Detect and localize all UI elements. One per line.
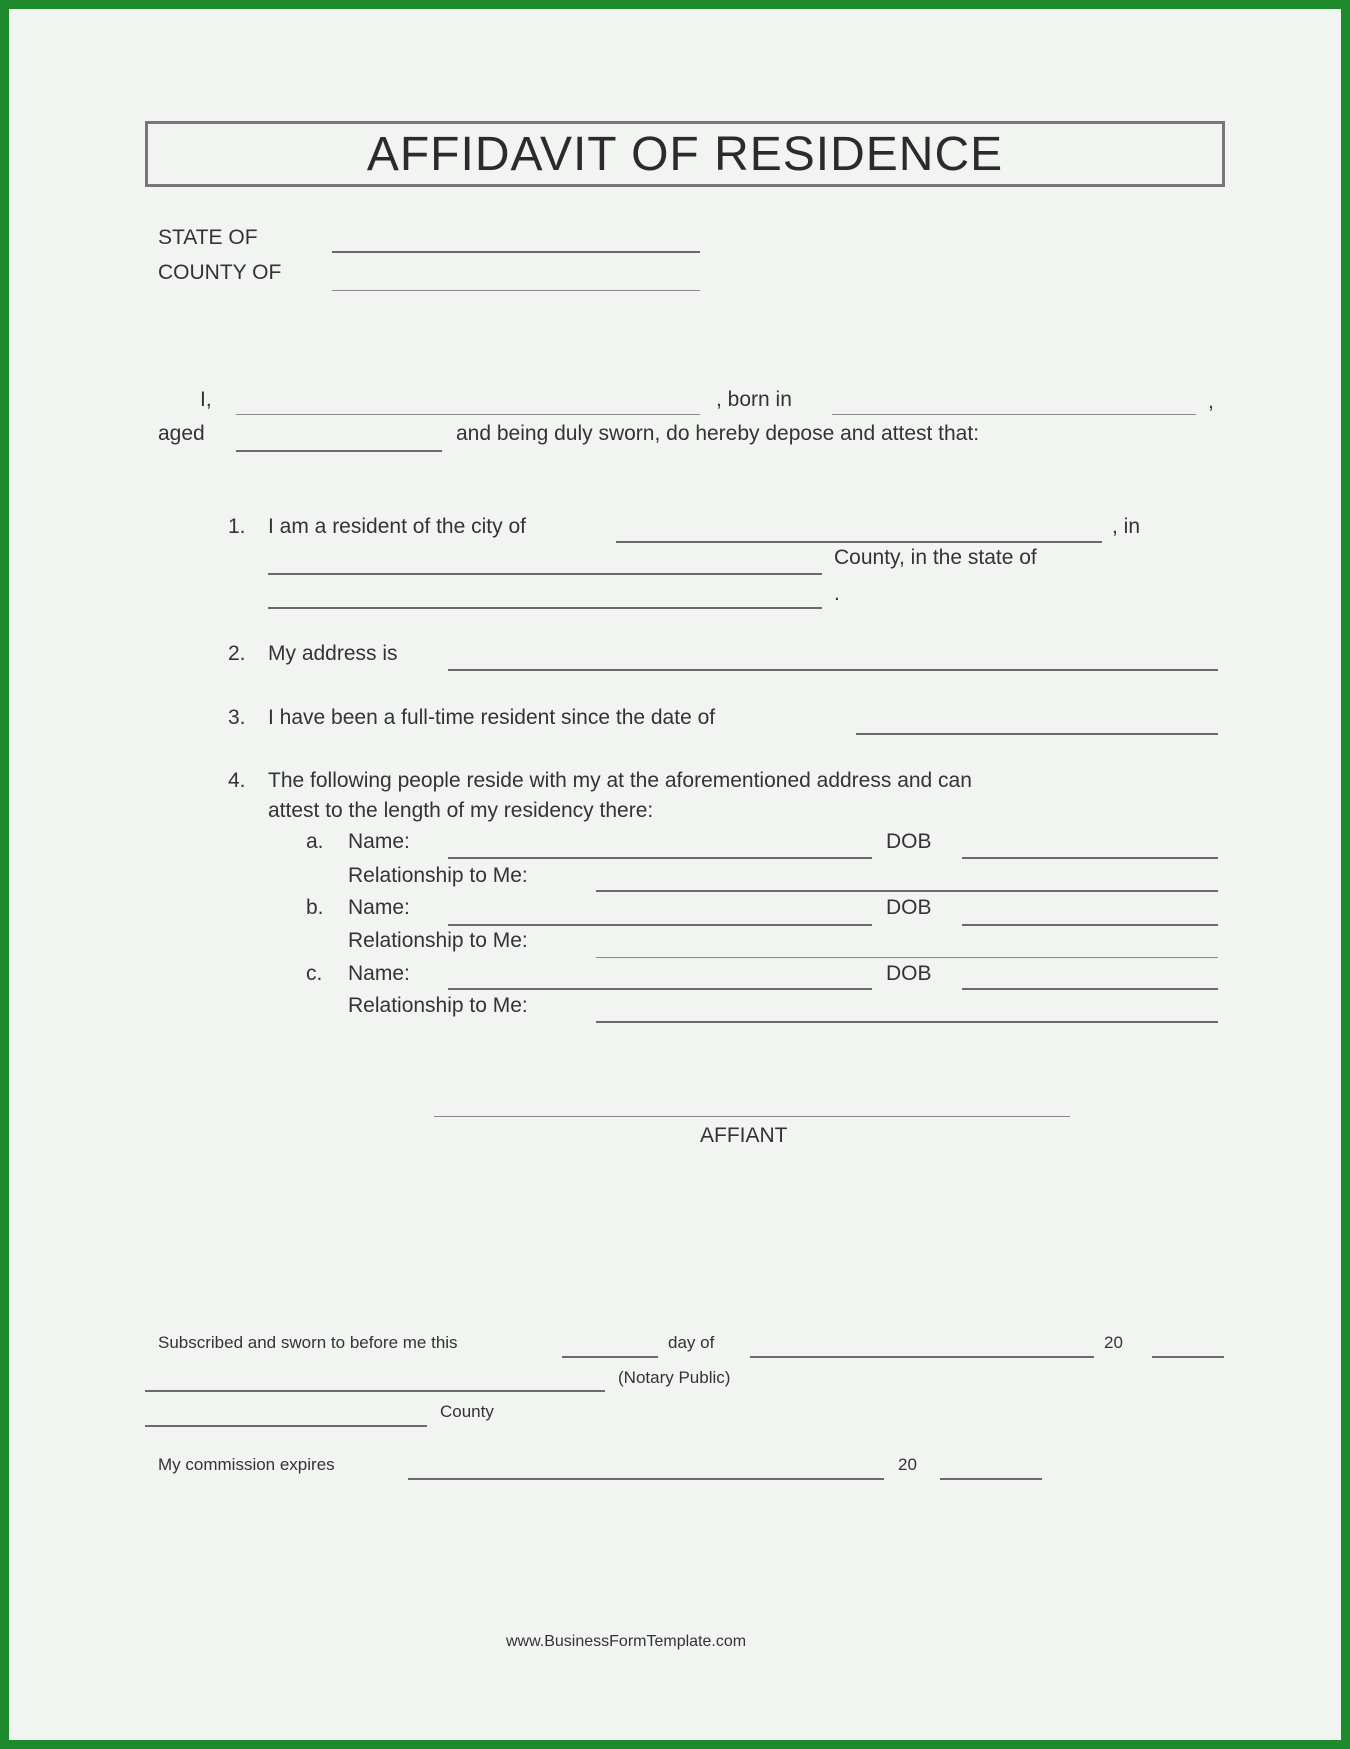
resident-c-dob-field[interactable] <box>962 988 1218 990</box>
intro-sworn: and being duly sworn, do hereby depose and attest that: <box>456 422 980 445</box>
commission-date-field[interactable] <box>408 1478 884 1480</box>
affiant-name-field[interactable] <box>236 414 700 415</box>
resident-c-rel-field[interactable] <box>596 1021 1218 1023</box>
county-label-notary: County <box>440 1402 494 1421</box>
item-1-number: 1. <box>228 515 246 538</box>
resident-a-letter: a. <box>306 830 324 853</box>
age-field[interactable] <box>236 450 442 452</box>
item-3-number: 3. <box>228 706 246 729</box>
commission-text: My commission expires <box>158 1455 335 1474</box>
resident-c-letter: c. <box>306 962 323 985</box>
title-box <box>145 121 1225 187</box>
resident-b-name-label: Name: <box>348 896 410 919</box>
county-label: COUNTY OF <box>158 261 282 284</box>
notary-public-label: (Notary Public) <box>618 1368 731 1387</box>
subscribed-text: Subscribed and sworn to before me this <box>158 1333 458 1352</box>
resident-a-name-field[interactable] <box>448 857 872 859</box>
item-4-number: 4. <box>228 769 246 792</box>
intro-aged: aged <box>158 422 205 445</box>
state-name-field[interactable] <box>268 607 822 609</box>
resident-a-dob-label: DOB <box>886 830 932 853</box>
item-2-text: My address is <box>268 642 398 665</box>
month-field[interactable] <box>750 1356 1094 1358</box>
resident-a-rel-field[interactable] <box>596 890 1218 892</box>
resident-b-rel-label: Relationship to Me: <box>348 929 528 952</box>
document-title: AFFIDAVIT OF RESIDENCE <box>366 127 1004 181</box>
resident-b-dob-label: DOB <box>886 896 932 919</box>
resident-a-name-label: Name: <box>348 830 410 853</box>
item-2-number: 2. <box>228 642 246 665</box>
commission-year-field[interactable] <box>940 1478 1042 1480</box>
state-label: STATE OF <box>158 226 258 249</box>
day-field[interactable] <box>562 1356 658 1358</box>
intro-i: I, <box>200 388 212 411</box>
resident-a-dob-field[interactable] <box>962 857 1218 859</box>
resident-b-name-field[interactable] <box>448 924 872 926</box>
resident-c-name-field[interactable] <box>448 988 872 990</box>
notary-county-field[interactable] <box>145 1425 427 1427</box>
resident-c-dob-label: DOB <box>886 962 932 985</box>
intro-born-in: , born in <box>716 388 792 411</box>
birthplace-field[interactable] <box>832 414 1196 415</box>
item-3-text: I have been a full-time resident since the date of <box>268 706 716 729</box>
item-1-period: . <box>834 582 840 605</box>
resident-a-rel-label: Relationship to Me: <box>348 864 528 887</box>
affiant-label: AFFIANT <box>700 1124 788 1147</box>
day-of-text: day of <box>668 1333 715 1352</box>
city-field[interactable] <box>616 541 1102 543</box>
intro-comma: , <box>1208 390 1214 413</box>
year-field[interactable] <box>1152 1356 1224 1358</box>
notary-signature-field[interactable] <box>145 1390 605 1392</box>
resident-c-rel-label: Relationship to Me: <box>348 994 528 1017</box>
year-prefix: 20 <box>1104 1333 1123 1352</box>
resident-c-name-label: Name: <box>348 962 410 985</box>
item-4-line1: The following people reside with my at the aforementioned address and can <box>268 769 972 792</box>
state-field[interactable] <box>332 251 700 253</box>
county-field[interactable] <box>332 290 700 291</box>
footer-website[interactable]: www.BusinessFormTemplate.com <box>506 1633 747 1650</box>
resident-b-dob-field[interactable] <box>962 924 1218 926</box>
resident-since-field[interactable] <box>856 733 1218 735</box>
address-field[interactable] <box>448 669 1218 671</box>
item-1-text: I am a resident of the city of <box>268 515 526 538</box>
item-1-county-state: County, in the state of <box>834 546 1037 569</box>
commission-year-prefix: 20 <box>898 1455 917 1474</box>
resident-b-rel-field[interactable] <box>596 957 1218 958</box>
affiant-signature-field[interactable] <box>434 1116 1070 1117</box>
item-1-in: , in <box>1112 515 1141 538</box>
county-name-field[interactable] <box>268 573 822 575</box>
resident-b-letter: b. <box>306 896 324 919</box>
item-4-line2: attest to the length of my residency there: <box>268 799 654 822</box>
